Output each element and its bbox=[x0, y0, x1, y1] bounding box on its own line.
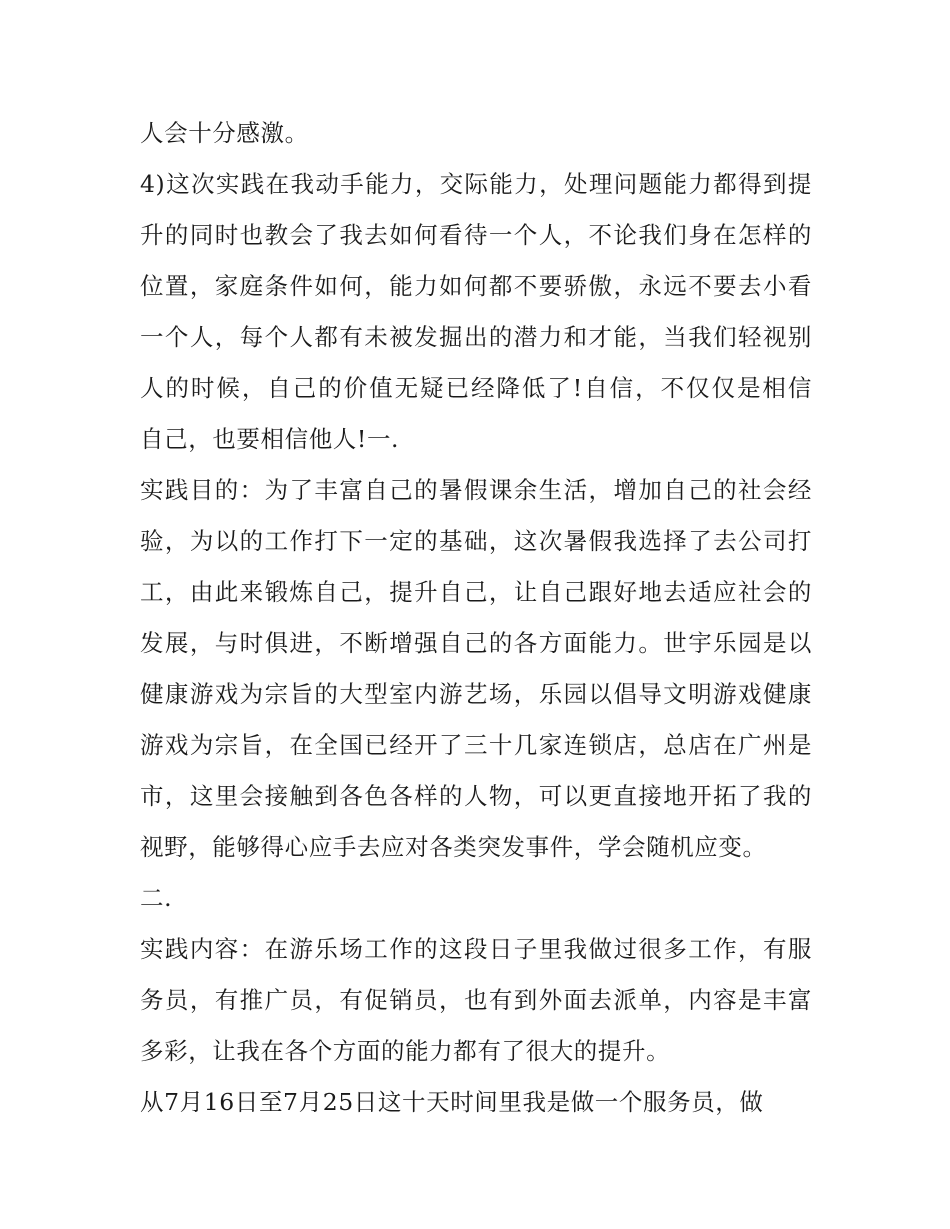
text-line: 一个人，每个人都有未被发掘出的潜力和才能，当我们轻视别 bbox=[140, 323, 812, 351]
text-line: 人的时候，自己的价值无疑已经降低了!自信，不仅仅是相信 bbox=[140, 374, 812, 402]
text-line: 实践目的：为了丰富自己的暑假课余生活，增加自己的社会经 bbox=[140, 476, 812, 504]
text-line: 工，由此来锻炼自己，提升自己，让自己跟好地去适应社会的 bbox=[140, 578, 812, 606]
text-line: 多彩，让我在各个方面的能力都有了很大的提升。 bbox=[140, 1037, 671, 1065]
text-line: 自己，也要相信他人!一. bbox=[140, 425, 400, 453]
text-line: 4)这次实践在我动手能力，交际能力，处理问题能力都得到提 bbox=[140, 170, 812, 198]
text-line: 游戏为宗旨，在全国已经开了三十几家连锁店，总店在广州是 bbox=[140, 731, 812, 759]
text-line: 发展，与时俱进，不断增强自己的各方面能力。世宇乐园是以 bbox=[140, 629, 812, 657]
text-line: 人会十分感激。 bbox=[140, 119, 309, 147]
text-line: 实践内容：在游乐场工作的这段日子里我做过很多工作，有服 bbox=[140, 935, 812, 963]
text-line: 市，这里会接触到各色各样的人物，可以更直接地开拓了我的 bbox=[140, 782, 812, 810]
text-line: 健康游戏为宗旨的大型室内游艺场，乐园以倡导文明游戏健康 bbox=[140, 680, 812, 708]
document-body-text bbox=[140, 108, 812, 1128]
text-line: 升的同时也教会了我去如何看待一个人，不论我们身在怎样的 bbox=[140, 221, 812, 249]
text-line: 位置，家庭条件如何，能力如何都不要骄傲，永远不要去小看 bbox=[140, 272, 812, 300]
text-line: 二. bbox=[140, 884, 173, 912]
text-line: 从7月16日至7月25日这十天时间里我是做一个服务员，做 bbox=[140, 1088, 764, 1116]
text-line: 视野，能够得心应手去应对各类突发事件，学会随机应变。 bbox=[140, 833, 767, 861]
text-line: 务员，有推广员，有促销员，也有到外面去派单，内容是丰富 bbox=[140, 986, 812, 1014]
text-line: 验，为以的工作打下一定的基础，这次暑假我选择了去公司打 bbox=[140, 527, 812, 555]
